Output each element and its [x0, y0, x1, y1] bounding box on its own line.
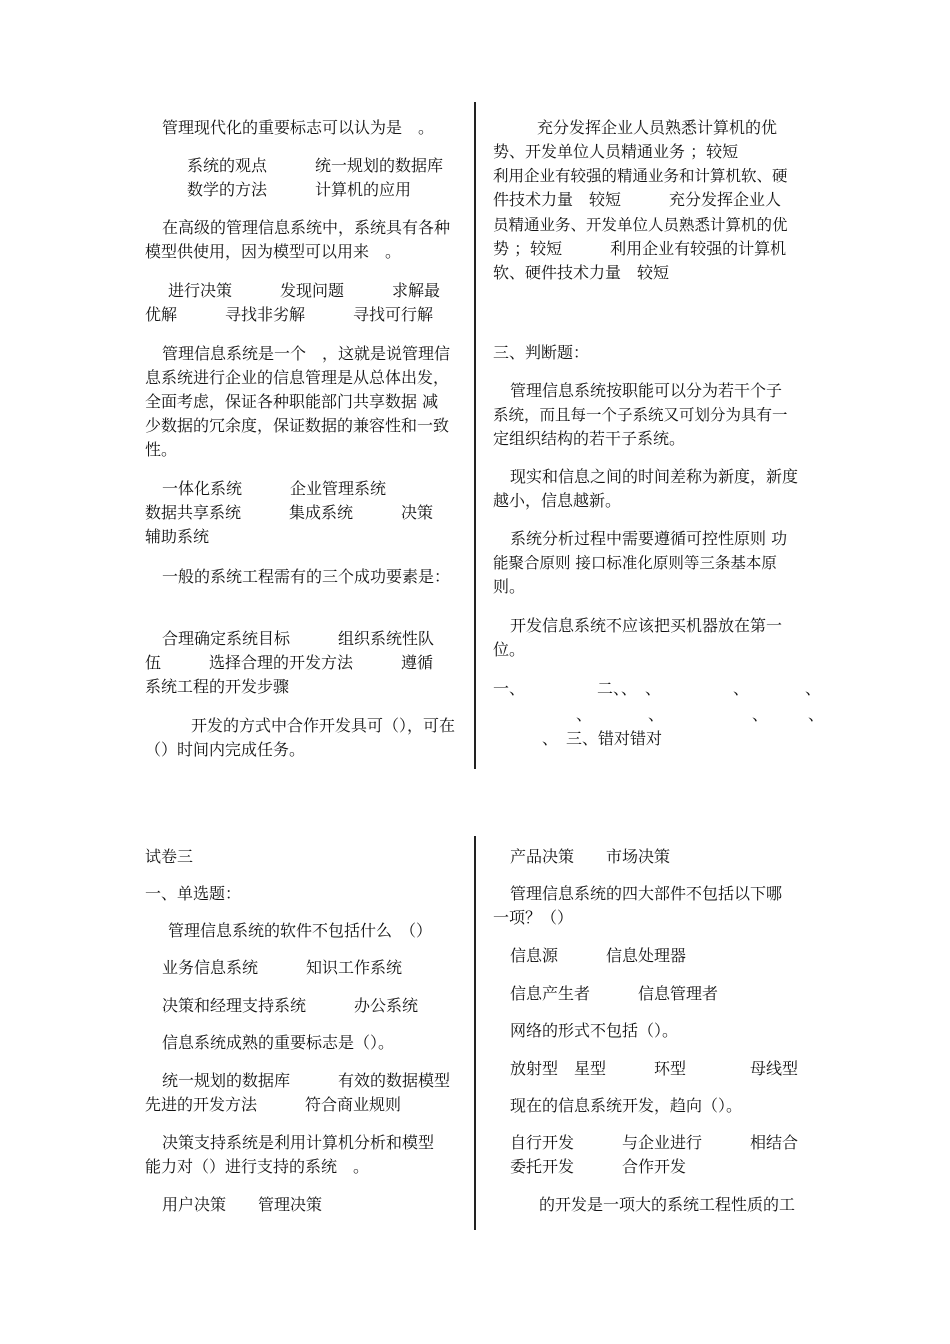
option-line: 员精通业务、开发单位人员熟悉计算机的优	[493, 216, 788, 234]
option-line: 系统工程的开发步骤	[145, 677, 290, 696]
answer-line: 、 三、错对错对	[542, 729, 663, 748]
option-line: 伍 选择合理的开发方法 遵循	[145, 653, 434, 672]
option-line: 合理确定系统目标 组织系统性队	[162, 629, 435, 648]
exam-title: 试卷三	[145, 847, 194, 866]
option-line: 系统的观点 统一规划的数据库	[187, 156, 444, 175]
question-text: 开发信息系统不应该把买机器放在第一	[510, 616, 783, 635]
section-heading: 三、判断题：	[493, 343, 590, 362]
question-text: 信息系统成熟的重要标志是（）。	[162, 1033, 395, 1052]
question-text: 开发的方式中合作开发具可（），可在	[191, 716, 456, 735]
option-line: 数学的方法 计算机的应用	[187, 180, 412, 199]
option-line: 用户决策 管理决策	[162, 1195, 323, 1214]
section-heading: 一、单选题：	[145, 884, 242, 903]
question-text: 少数据的冗余度，保证数据的兼容性和一致	[145, 416, 450, 435]
question-text: 能聚合原则 接口标准化原则等三条基本原	[493, 554, 777, 572]
question-text: 现实和信息之间的时间差称为新度，新度	[510, 467, 799, 486]
question-text: 管理信息系统的四大部件不包括以下哪	[510, 884, 783, 903]
answer-line: 、 、 、 、	[576, 705, 825, 724]
question-text: 一项？（）	[493, 908, 574, 927]
option-line: 先进的开发方法 符合商业规则	[145, 1095, 402, 1114]
option-line: 进行决策 发现问题 求解最	[168, 281, 441, 300]
column-divider-bottom	[474, 836, 476, 1230]
question-text: 全面考虑，保证各种职能部门共享数据 减	[145, 392, 439, 411]
question-text: 息系统进行企业的信息管理是从总体出发，	[145, 368, 450, 387]
option-line: 业务信息系统 知识工作系统	[162, 958, 403, 977]
option-line: 放射型 星型 环型 母线型	[510, 1059, 799, 1078]
option-line: 充分发挥企业人员熟悉计算机的优	[537, 118, 778, 137]
question-text: （）时间内完成任务。	[145, 740, 306, 759]
question-text: 模型供使用，因为模型可以用来 。	[145, 242, 402, 261]
option-line: 利用企业有较强的精通业务和计算机软、硬	[493, 167, 788, 185]
option-line: 自行开发 与企业进行 相结合	[510, 1133, 799, 1152]
question-text: 管理信息系统的软件不包括什么 （）	[168, 921, 433, 940]
option-line: 势 ；较短 利用企业有较强的计算机	[493, 239, 787, 258]
option-line: 优解 寻找非劣解 寻找可行解	[145, 305, 434, 324]
option-line: 势、开发单位人员精通业务 ；较短	[493, 142, 739, 161]
option-line: 数据共享系统 集成系统 决策	[145, 503, 434, 522]
option-line: 产品决策 市场决策	[510, 847, 671, 866]
question-text: 网络的形式不包括（）。	[510, 1021, 679, 1040]
option-line: 信息产生者 信息管理者	[510, 984, 719, 1003]
question-text: 现在的信息系统开发，趋向（）。	[510, 1096, 743, 1115]
question-text: 能力对（）进行支持的系统 。	[145, 1157, 370, 1176]
question-text: 在高级的管理信息系统中，系统具有各种	[162, 218, 451, 237]
answer-line: 一、 二、、 、 、 、	[493, 679, 822, 698]
question-text: 则。	[493, 577, 526, 596]
question-text: 性。	[145, 440, 178, 459]
question-text: 决策支持系统是利用计算机分析和模型	[162, 1133, 435, 1152]
option-line: 软、硬件技术力量 较短	[493, 263, 670, 282]
option-line: 辅助系统	[145, 527, 210, 546]
question-text: 系统分析过程中需要遵循可控性原则 功	[510, 529, 788, 548]
question-text: 管理信息系统按职能可以分为若干个子	[510, 381, 783, 400]
question-text: 系统，而且每一个子系统又可划分为具有一	[493, 406, 788, 424]
question-text: 管理现代化的重要标志可以认为是 。	[162, 118, 435, 137]
option-line: 决策和经理支持系统 办公系统	[162, 996, 419, 1015]
question-text: 的开发是一项大的系统工程性质的工	[539, 1195, 796, 1214]
question-text: 管理信息系统是一个 ，这就是说管理信	[162, 344, 451, 363]
option-line: 信息源 信息处理器	[510, 946, 687, 965]
option-line: 统一规划的数据库 有效的数据模型	[162, 1071, 451, 1090]
question-text: 越小，信息越新。	[493, 491, 622, 510]
option-line: 一体化系统 企业管理系统	[162, 479, 387, 498]
question-text: 定组织结构的若干子系统。	[493, 429, 686, 448]
question-text: 位。	[493, 640, 526, 659]
option-line: 件技术力量 较短 充分发挥企业人	[493, 190, 782, 209]
column-divider-top	[474, 102, 476, 769]
option-line: 委托开发 合作开发	[510, 1157, 687, 1176]
question-text: 一般的系统工程需有的三个成功要素是：	[162, 567, 451, 586]
